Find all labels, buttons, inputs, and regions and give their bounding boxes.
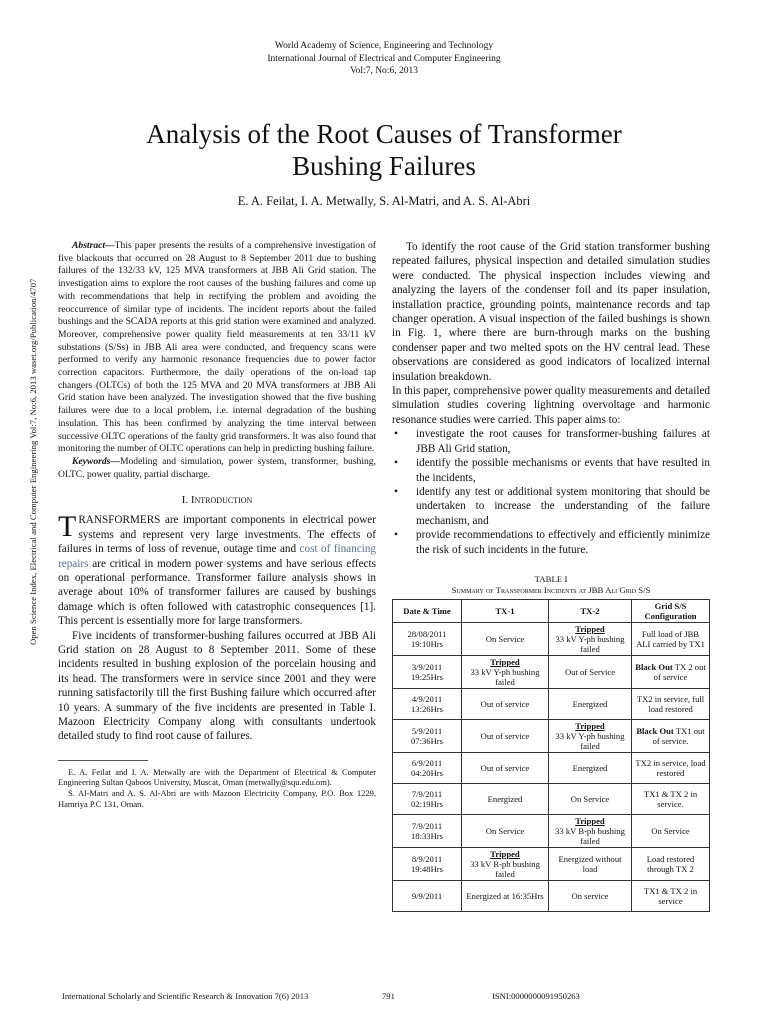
incidents-table <box>392 599 710 912</box>
table-title: Summary of Transformer Incidents at JBB Ali Grid S/S <box>451 584 651 595</box>
tx1-cell: Out of service <box>462 752 549 783</box>
table-header-row <box>393 599 710 622</box>
col-header-tx1: TX-1 <box>462 599 549 622</box>
left-column <box>58 240 376 809</box>
tripped-label: Tripped <box>575 623 605 634</box>
date-cell: 6/9/2011 04:20Hrs <box>393 752 462 783</box>
table-row <box>393 655 710 688</box>
footnote-2: S. Al-Matri and A. S. Al-Abri are with Mazoon Electricity Company, P.O. Box 1229, Hamriya P.C 131, Oman. <box>58 788 376 809</box>
abstract-text: This paper presents the results of a comprehensive investigation of five blackouts that occurred on 28 August to 8 September 2011 due to bushing failures of the 132/33 kV, 125 MVA transformers at JBB Ali Grid station. The investigation aims to explore the root causes of the bushing failures and come up with recommendations that help in rectifying the problem and avoiding the reoccurrence of similar type of incidents. The incident reports about the failed bushings and the SCADA reports at this grid station were examined and analyzed. Moreover, comprehensive power quality field measurements at ten 33/11 kV substations (S/Ss) in JBB Ali area were conducted, and frequency scans were performed to verify any harmonic resonance frequencies due to power factor correction capacitors. Furthermore, the daily operations of the on-load tap changers (OLTCs) of both the 125 MVA and 20 MVA transformers at JBB Ali Grid station have been analyzed. The investigation showed that the five bushing failures were due to a local problem, i.e. internal degradation of the bushing insulation. This has been confirmed by analyzing the time interval between successive OLTC operations of the faulty grid transformers. It was also found that monitoring the number of OLTC operations can help in predicting bushing failure. <box>58 240 376 455</box>
table-row <box>393 783 710 814</box>
config-cell: TX1 & TX 2 in service. <box>632 783 710 814</box>
aims-list <box>392 427 710 557</box>
config-cell: Black Out TX1 out of service. <box>632 719 710 752</box>
tx2-cell: Energized <box>549 688 632 719</box>
col-header-config: Grid S/S Configuration <box>632 599 710 622</box>
config-cell: TX2 in service, load restored <box>632 752 710 783</box>
drop-cap: T <box>58 510 77 544</box>
date-cell: 7/9/2011 18:33Hrs <box>393 814 462 847</box>
table-body <box>393 622 710 911</box>
table-row <box>393 719 710 752</box>
keywords <box>58 456 376 481</box>
tx2-cell: Tripped 33 kV Y-ph bushing failed <box>549 719 632 752</box>
right-column <box>392 240 710 912</box>
title-line-2: Bushing Failures <box>292 151 476 181</box>
header-line-3: Vol:7, No:6, 2013 <box>350 66 418 76</box>
tx1-cell: On Service <box>462 814 549 847</box>
tx2-cell: Energized without load <box>549 847 632 880</box>
title-line-1: Analysis of the Root Causes of Transformer <box>146 119 622 149</box>
tripped-label: Tripped <box>575 720 605 731</box>
date-cell: 9/9/2011 <box>393 880 462 911</box>
abstract-label: Abstract— <box>72 240 115 251</box>
paper-title <box>60 118 708 182</box>
intro-p1-rest: are critical in modern power systems and have serious effects on operational performance. Transformer failure analysis shows in average about 10% of transformer failures are caused by bushings damage which is often followed with catastrophic consequences [1]. This percent is essentially more for large transformers. <box>58 557 376 628</box>
config-cell: Full load of JBB ALI carried by TX1 <box>632 622 710 655</box>
tripped-label: Tripped <box>490 848 520 859</box>
intro-p1-lead: RANSFORMERS are important components in electrical power systems and represent very large investments. The effects of failures in terms of loss of revenue, outage time and <box>58 514 376 556</box>
section-heading: I. Introduction <box>181 494 253 507</box>
col-header-date: Date & Time <box>393 599 462 622</box>
bullet-icon: • <box>394 485 398 498</box>
right-paragraph-2: In this paper, comprehensive power quality measurements and detailed simulation studies covering lightning overvoltage and harmonic resonance studies were carried. This paper aims to: <box>392 385 710 426</box>
keywords-label: Keywords— <box>72 455 120 467</box>
config-cell: On Service <box>632 814 710 847</box>
financing-repairs-link[interactable]: cost of financing repairs <box>58 543 377 570</box>
intro-paragraph-2: Five incidents of transformer-bushing failures occurred at JBB Ali Grid station on 28 August to 8 September 2011. Some of these incidents resulted in bushing explosion of the porcelain housing and its head. The transformers were in service since 2001 and they were running satisfactorily till the first Bushing failure which occurred after 10 years. A summary of the five incidents are presented in Table I. Mazoon Electricity Company along with consultants undertook detailed study to find root cause of failures. <box>58 629 376 743</box>
tx2-cell: Out of Service <box>549 655 632 688</box>
page-number: 791 <box>382 991 395 1001</box>
tx2-cell: Energized <box>549 752 632 783</box>
header-line-1: World Academy of Science, Engineering and Technology <box>274 41 494 51</box>
bullet-icon: • <box>394 529 398 542</box>
list-item: • identify the possible mechanisms or events that have resulted in the incidents, <box>394 457 710 484</box>
keywords-text: Modeling and simulation, power system, transformer, bushing, OLTC, power quality, partial discharge. <box>58 455 376 480</box>
journal-header <box>0 40 768 78</box>
abstract <box>58 240 376 456</box>
blackout-label: Black Out <box>636 725 674 736</box>
side-watermark: Open Science Index, Electrical and Computer Engineering Vol:7, No:6, 2013 waset.org/Publication/4707 <box>28 278 38 645</box>
tx2-cell: On Service <box>549 783 632 814</box>
tx1-cell: Tripped 33 kV R-ph bushing failed <box>462 847 549 880</box>
blackout-label: Black Out <box>635 661 673 672</box>
intro-paragraph-1 <box>58 510 377 628</box>
tx1-cell: Energized at 16:35Hrs <box>462 880 549 911</box>
tx1-cell: On Service <box>462 622 549 655</box>
bullet-icon: • <box>394 457 398 470</box>
list-item: • provide recommendations to effectively and efficiently minimize the risk of such incidents in the future. <box>394 529 710 556</box>
date-cell: 5/9/2011 07:36Hrs <box>393 719 462 752</box>
table-number: TABLE I <box>534 573 568 584</box>
config-cell: TX1 & TX 2 in service <box>632 880 710 911</box>
footer-publisher: International Scholarly and Scientific Research & Innovation 7(6) 2013 <box>62 991 309 1001</box>
date-cell: 28/08/2011 19:10Hrs <box>393 622 462 655</box>
tx1-cell: Energized <box>462 783 549 814</box>
footnote-divider <box>58 760 148 761</box>
tx2-cell: On service <box>549 880 632 911</box>
table-caption <box>392 574 710 596</box>
col-header-tx2: TX-2 <box>549 599 632 622</box>
tx1-cell: Out of service <box>462 719 549 752</box>
list-item: • investigate the root causes for transformer-bushing failures at JBB Ali Grid station, <box>394 428 710 455</box>
right-paragraph-1: To identify the root cause of the Grid station transformer bushing repeated failures, physical inspection and detailed simulation studies were conducted. The physical inspection includes viewing and analyzing the layers of the condenser foil and its paper insulation, installation practice, grounding points, maintenance records and tap changer operation. A visual inspection of the failed bushings is shown in Fig. 1, where there are burn-through marks on the bushing condenser paper and two melted spots on the HV central lead. These observations are considered as good indicators of localized internal insulation breakdown. <box>392 241 710 383</box>
config-cell: Load restored through TX 2 <box>632 847 710 880</box>
tx2-cell: Tripped 33 kV B-ph bushing failed <box>549 814 632 847</box>
tx1-cell: Out of service <box>462 688 549 719</box>
tx2-cell: Tripped 33 kV Y-ph bushing failed <box>549 622 632 655</box>
table-row <box>393 847 710 880</box>
tripped-label: Tripped <box>490 656 520 667</box>
date-cell: 3/9/2011 19:25Hrs <box>393 655 462 688</box>
tx1-cell: Tripped 33 kV Y-ph bushing failed <box>462 655 549 688</box>
config-cell: Black Out TX 2 out of service <box>632 655 710 688</box>
table-row <box>393 688 710 719</box>
date-cell: 8/9/2011 19:48Hrs <box>393 847 462 880</box>
table-row <box>393 880 710 911</box>
footer-isni: ISNI:0000000091950263 <box>492 991 580 1001</box>
list-item: • identify any test or additional system monitoring that should be undertaken to increase the understanding of the failure mechanism, and <box>394 485 710 527</box>
config-cell: TX2 in service, full load restored <box>632 688 710 719</box>
table-row <box>393 622 710 655</box>
footnote-1: E. A. Feilat and I. A. Metwally are with the Department of Electrical & Computer Engineering Sultan Qaboos University, Muscat, Oman (metwally@squ.edu.om). <box>58 766 376 788</box>
tripped-label: Tripped <box>575 815 605 826</box>
table-row <box>393 814 710 847</box>
authors: E. A. Feilat, I. A. Metwally, S. Al-Matri, and A. S. Al-Abri <box>237 194 531 208</box>
bullet-icon: • <box>394 428 398 441</box>
header-line-2: International Journal of Electrical and Computer Engineering <box>267 53 501 64</box>
date-cell: 7/9/2011 02:19Hrs <box>393 783 462 814</box>
date-cell: 4/9/2011 13:26Hrs <box>393 688 462 719</box>
table-row <box>393 752 710 783</box>
